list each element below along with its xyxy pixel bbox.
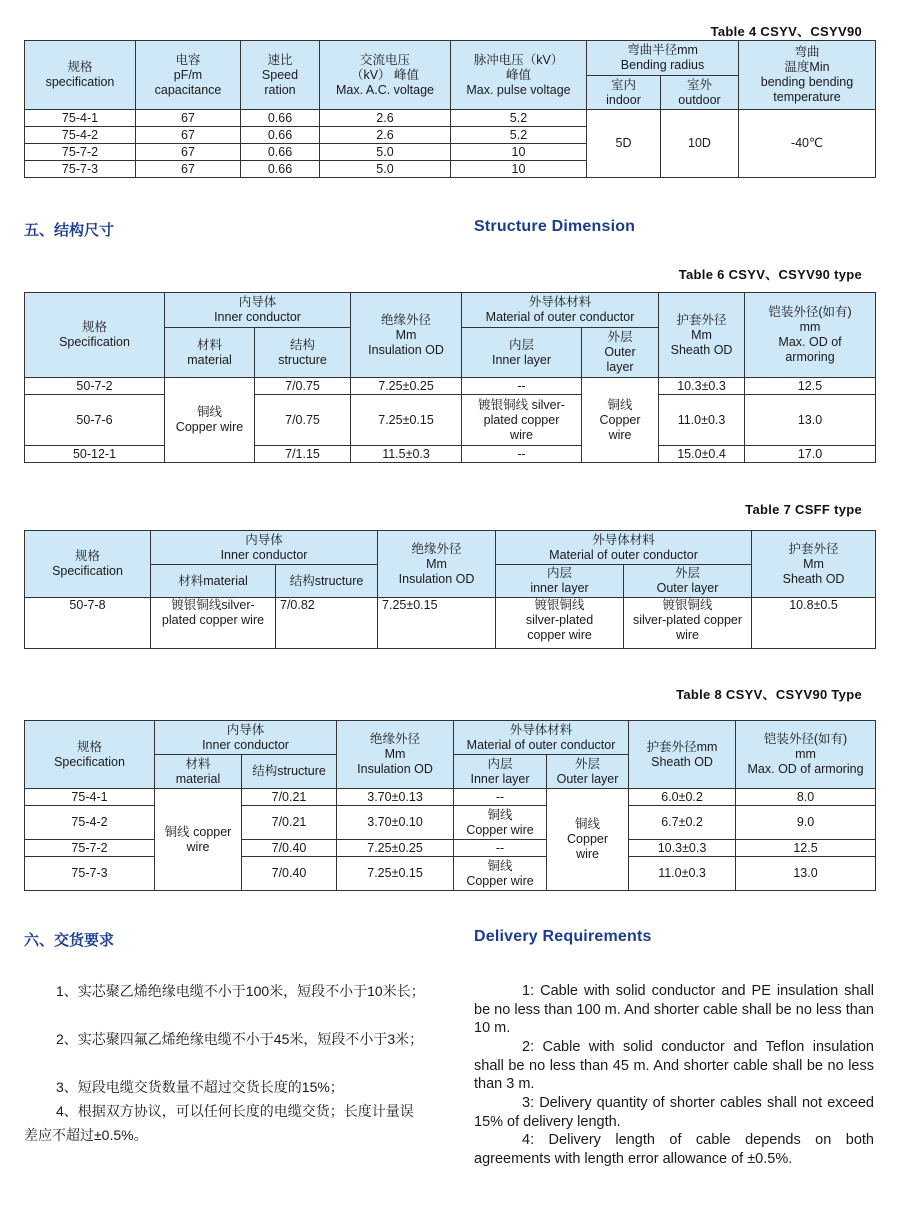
t6-cell: 11.5±0.3 (351, 446, 462, 463)
t8-cell: 7/0.21 (242, 789, 337, 806)
table-row (25, 446, 876, 463)
t8-h-outer-layer: 外层 Outer layer (547, 755, 629, 789)
t6-cell: 7.25±0.15 (351, 395, 462, 446)
t4-cell: 0.66 (241, 144, 320, 161)
t8-cell: 12.5 (736, 840, 876, 857)
t7-cell: 7.25±0.15 (378, 598, 496, 649)
t8-h-inner: 内导体 Inner conductor (155, 721, 337, 755)
t4-h-ac: 交流电压 （kV） 峰值 Max. A.C. voltage (320, 41, 451, 110)
t4-outdoor-value: 10D (661, 110, 739, 178)
t6-h-outer: 外导体材料 Material of outer conductor (462, 293, 659, 328)
delivery-cn-item-4: 4、根据双方协议，可以任何长度的电缆交货；长度计量误差应不超过±0.5%。 (24, 1103, 414, 1143)
table-row (25, 857, 876, 891)
t8-cell: 75-4-2 (25, 806, 155, 840)
t4-cell: 67 (136, 144, 241, 161)
t4-temp-value: -40℃ (739, 110, 876, 178)
t8-h-outer: 外导体材料 Material of outer conductor (454, 721, 629, 755)
t4-cell: 67 (136, 161, 241, 178)
t4-cell: 5.0 (320, 161, 451, 178)
t7-h-sheath: 护套外径 Mm Sheath OD (752, 531, 876, 598)
table-row (25, 378, 876, 395)
t4-cell: 75-4-2 (25, 127, 136, 144)
t4-h-bending: 弯曲半径mm Bending radius (587, 41, 739, 76)
t7-h-outer: 外导体材料 Material of outer conductor (496, 531, 752, 565)
t8-cell: 6.0±0.2 (629, 789, 736, 806)
delivery-en-item-2: 2: Cable with solid conductor and Teflon insulation shall be no less than 45 m. And shorter cable shall be no less than 3 m. (474, 1039, 874, 1092)
t4-h-pulse: 脉冲电压（kV） 峰值 Max. pulse voltage (451, 41, 587, 110)
t8-cell: 10.3±0.3 (629, 840, 736, 857)
t6-h-inner: 内导体 Inner conductor (165, 293, 351, 328)
t8-h-inner-layer: 内层 Inner layer (454, 755, 547, 789)
t6-h-spec: 规格 Specification (25, 293, 165, 378)
section6-title-cn: 六、交货要求 (24, 932, 115, 949)
t6-cell: 7/0.75 (255, 395, 351, 446)
t7-h-structure: 结构structure (276, 565, 378, 598)
t7-cell: 镀银铜线 silver-plated copper wire (496, 598, 624, 649)
t8-cell: 75-7-2 (25, 840, 155, 857)
t8-outer-layer-value: 铜线 Copper wire (547, 789, 629, 891)
t6-h-sheath: 护套外径 Mm Sheath OD (659, 293, 745, 378)
t4-cell: 5.2 (451, 127, 587, 144)
table-row (25, 395, 876, 446)
t7-cell: 10.8±0.5 (752, 598, 876, 649)
t7-cell: 镀银铜线 silver-plated copper wire (624, 598, 752, 649)
t4-cell: 67 (136, 110, 241, 127)
t6-cell: -- (462, 378, 582, 395)
t8-cell: 7.25±0.25 (337, 840, 454, 857)
t8-cell: 铜线 Copper wire (454, 857, 547, 891)
t8-cell: 13.0 (736, 857, 876, 891)
t8-cell: 8.0 (736, 789, 876, 806)
t6-material-value: 铜线 Copper wire (165, 378, 255, 463)
t6-cell: 50-7-2 (25, 378, 165, 395)
t4-cell: 5.0 (320, 144, 451, 161)
delivery-en-item-4: 4: Delivery length of cable depends on both agreements with length error allowance of ±0.5%. (474, 1132, 874, 1167)
t8-cell: 铜线 Copper wire (454, 806, 547, 840)
t8-cell: -- (454, 840, 547, 857)
t6-h-inner-layer: 内层 Inner layer (462, 328, 582, 378)
t4-cell: 10 (451, 161, 587, 178)
t6-h-armoring: 铠装外径(如有) mm Max. OD of armoring (745, 293, 876, 378)
t7-h-spec: 规格 Specification (25, 531, 151, 598)
t6-cell: 12.5 (745, 378, 876, 395)
table7-caption: Table 7 CSFF type (745, 502, 862, 517)
t7-h-outer-layer: 外层 Outer layer (624, 565, 752, 598)
t6-h-material: 材料 material (165, 328, 255, 378)
t8-cell: 7/0.40 (242, 857, 337, 891)
t8-material-value: 铜线 copper wire (155, 789, 242, 891)
table4-caption: Table 4 CSYV、CSYV90 (710, 24, 862, 39)
t6-cell: 7.25±0.25 (351, 378, 462, 395)
t7-cell: 7/0.82 (276, 598, 378, 649)
t6-outer-layer-value: 铜线 Copper wire (582, 378, 659, 463)
t6-cell: 15.0±0.4 (659, 446, 745, 463)
table8-caption: Table 8 CSYV、CSYV90 Type (676, 687, 862, 702)
t6-cell: -- (462, 446, 582, 463)
t4-cell: 75-7-3 (25, 161, 136, 178)
t8-cell: 75-4-1 (25, 789, 155, 806)
t7-cell: 50-7-8 (25, 598, 151, 649)
t4-h-spec: 规格 specification (25, 41, 136, 110)
delivery-cn-item-3: 3、短段电缆交货数量不超过交货长度的15%； (56, 1079, 344, 1095)
t8-cell: 3.70±0.10 (337, 806, 454, 840)
t4-cell: 10 (451, 144, 587, 161)
table-row (25, 110, 876, 127)
table6-caption: Table 6 CSYV、CSYV90 type (678, 267, 862, 282)
t4-h-outdoor: 室外 outdoor (661, 76, 739, 110)
delivery-cn-item-2: 2、实芯聚四氟乙烯绝缘电缆不小于45米，短段不小于3米； (56, 1031, 424, 1047)
delivery-cn-item-1: 1、实芯聚乙烯绝缘电缆不小于100米，短段不小于10米长； (56, 983, 425, 999)
t7-h-inner: 内导体 Inner conductor (151, 531, 378, 565)
t6-h-outer-layer: 外层 Outer layer (582, 328, 659, 378)
t7-h-insulation: 绝缘外径 Mm Insulation OD (378, 531, 496, 598)
t8-cell: -- (454, 789, 547, 806)
table-row (25, 789, 876, 806)
t4-cell: 2.6 (320, 110, 451, 127)
t6-cell: 7/0.75 (255, 378, 351, 395)
t4-cell: 0.66 (241, 110, 320, 127)
section6-title-en: Delivery Requirements (474, 928, 652, 945)
table7 (24, 530, 876, 649)
t4-cell: 5.2 (451, 110, 587, 127)
t4-h-capacitance: 电容 pF/m capacitance (136, 41, 241, 110)
table-row (25, 840, 876, 857)
t6-h-structure: 结构 structure (255, 328, 351, 378)
t7-h-inner-layer: 内层 inner layer (496, 565, 624, 598)
t6-cell: 10.3±0.3 (659, 378, 745, 395)
t4-indoor-value: 5D (587, 110, 661, 178)
t8-h-spec: 规格 Specification (25, 721, 155, 789)
t4-cell: 0.66 (241, 161, 320, 178)
t8-h-material: 材料 material (155, 755, 242, 789)
t4-cell: 67 (136, 127, 241, 144)
delivery-en-item-3: 3: Delivery quantity of shorter cables shall not exceed 15% of delivery length. (474, 1095, 874, 1130)
t8-h-insulation: 绝缘外径 Mm Insulation OD (337, 721, 454, 789)
t6-cell: 50-12-1 (25, 446, 165, 463)
table-row (25, 598, 876, 649)
section5-title-cn: 五、结构尺寸 (24, 222, 115, 239)
t8-cell: 9.0 (736, 806, 876, 840)
t4-h-speed: 速比 Speed ration (241, 41, 320, 110)
t8-cell: 6.7±0.2 (629, 806, 736, 840)
section5-title-en: Structure Dimension (474, 218, 636, 235)
table4 (24, 40, 876, 178)
table8 (24, 720, 876, 891)
t7-cell: 镀银铜线silver- plated copper wire (151, 598, 276, 649)
t4-cell: 0.66 (241, 127, 320, 144)
t6-cell: 13.0 (745, 395, 876, 446)
t4-cell: 75-4-1 (25, 110, 136, 127)
t6-cell: 镀银铜线 silver- plated copper wire (462, 395, 582, 446)
t8-cell: 11.0±0.3 (629, 857, 736, 891)
t4-cell: 2.6 (320, 127, 451, 144)
t8-h-armoring: 铠装外径(如有) mm Max. OD of armoring (736, 721, 876, 789)
t8-cell: 7/0.21 (242, 806, 337, 840)
t6-cell: 50-7-6 (25, 395, 165, 446)
t4-h-temp: 弯曲 温度Min bending bending temperature (739, 41, 876, 110)
t6-cell: 11.0±0.3 (659, 395, 745, 446)
t6-h-insulation: 绝缘外径 Mm Insulation OD (351, 293, 462, 378)
table6 (24, 292, 876, 463)
t4-cell: 75-7-2 (25, 144, 136, 161)
delivery-en-item-1: 1: Cable with solid conductor and PE insulation shall be no less than 100 m. And shorter cable shall be no less than 10 m. (474, 983, 874, 1036)
t7-h-material: 材料material (151, 565, 276, 598)
t8-h-sheath: 护套外径mm Sheath OD (629, 721, 736, 789)
t8-h-structure: 结构structure (242, 755, 337, 789)
t4-h-indoor: 室内 indoor (587, 76, 661, 110)
t8-cell: 7/0.40 (242, 840, 337, 857)
t6-cell: 17.0 (745, 446, 876, 463)
t8-cell: 75-7-3 (25, 857, 155, 891)
t8-cell: 3.70±0.13 (337, 789, 454, 806)
table-row (25, 806, 876, 840)
t8-cell: 7.25±0.15 (337, 857, 454, 891)
t6-cell: 7/1.15 (255, 446, 351, 463)
